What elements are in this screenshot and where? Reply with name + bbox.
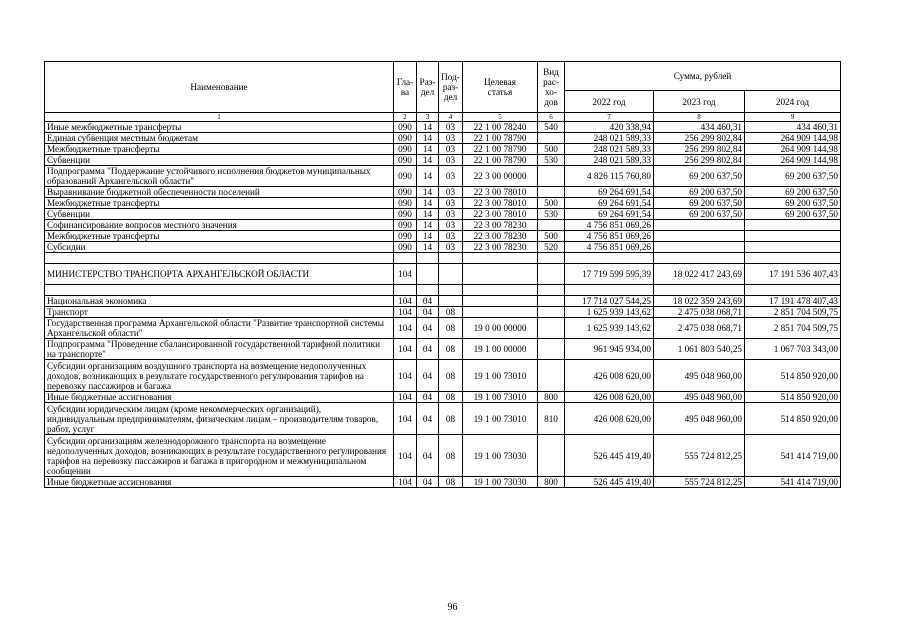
cell-sum-2023: 69 200 637,50 (654, 166, 745, 187)
cell-sum-2024: 2 851 704 509,75 (745, 307, 841, 318)
cell-glava: 090 (394, 122, 417, 133)
cell-razdel: 14 (417, 144, 439, 155)
cell-glava: 090 (394, 144, 417, 155)
column-number: 3 (417, 113, 439, 122)
column-number-row (45, 113, 841, 122)
header-year-2024: 2024 год (745, 91, 841, 113)
cell-sum-2023: 256 299 802,84 (654, 133, 745, 144)
cell-sum-2022: 69 264 691,54 (565, 187, 654, 198)
cell-glava: 104 (394, 435, 417, 477)
cell-target (463, 296, 538, 307)
cell-glava: 090 (394, 220, 417, 231)
cell-expense-type: 540 (538, 122, 565, 133)
column-number: 4 (439, 113, 463, 122)
cell-podrazdel: 08 (439, 435, 463, 477)
cell-target: 19 1 00 73010 (463, 403, 538, 435)
cell-sum-2024: 514 850 920,00 (745, 403, 841, 435)
cell-podrazdel: 08 (439, 307, 463, 318)
cell-glava: 104 (394, 477, 417, 488)
cell-razdel: 14 (417, 133, 439, 144)
cell-sum-2023: 495 048 960,00 (654, 403, 745, 435)
cell-sum-2022: 4 756 851 069,26 (565, 242, 654, 253)
table-row (45, 155, 841, 166)
cell-sum-2023: 2 475 038 068,71 (654, 318, 745, 339)
table-row (45, 477, 841, 488)
cell-name: Подпрограмма "Проведение сбалансированной государственной тарифной политики на транспорте" (45, 339, 394, 360)
header-year-2023: 2023 год (654, 91, 745, 113)
cell-target: 22 3 00 78010 (463, 198, 538, 209)
cell-name: Государственная программа Архангельской области "Развитие транспортной системы Архангельской области" (45, 318, 394, 339)
cell-glava: 090 (394, 209, 417, 220)
cell-sum-2022: 17 714 027 544,25 (565, 296, 654, 307)
cell-podrazdel: 08 (439, 360, 463, 392)
table-row (45, 392, 841, 403)
table-row (45, 296, 841, 307)
cell-sum-2023 (654, 231, 745, 242)
header-target: Целевая статья (463, 62, 538, 113)
cell-podrazdel: 08 (439, 477, 463, 488)
cell-target: 19 1 00 73010 (463, 360, 538, 392)
cell-expense-type: 500 (538, 231, 565, 242)
cell-glava (394, 285, 417, 296)
cell-sum-2023: 1 061 803 540,25 (654, 339, 745, 360)
cell-sum-2024: 2 851 704 509,75 (745, 318, 841, 339)
cell-sum-2023: 495 048 960,00 (654, 360, 745, 392)
cell-name: Субсидии организациям железнодорожного транспорта на возмещение недополученных доходов, возникающих в результате государственного регулирования тарифов на перевозку пассажиров и багажа в пригородном и межмуниципальном сообщении (45, 435, 394, 477)
cell-sum-2023: 256 299 802,84 (654, 155, 745, 166)
cell-podrazdel (439, 264, 463, 285)
cell-target: 22 3 00 78230 (463, 231, 538, 242)
cell-sum-2024 (745, 242, 841, 253)
cell-podrazdel: 03 (439, 220, 463, 231)
cell-sum-2022: 69 264 691,54 (565, 209, 654, 220)
cell-target: 22 1 00 78790 (463, 144, 538, 155)
table-row (45, 360, 841, 392)
cell-razdel: 14 (417, 122, 439, 133)
cell-sum-2022: 961 945 934,00 (565, 339, 654, 360)
cell-glava: 090 (394, 231, 417, 242)
cell-name: Межбюджетные трансферты (45, 144, 394, 155)
cell-razdel (417, 285, 439, 296)
cell-target: 22 3 00 78010 (463, 187, 538, 198)
cell-podrazdel: 03 (439, 242, 463, 253)
cell-expense-type (538, 360, 565, 392)
cell-target (463, 285, 538, 296)
cell-sum-2022: 426 008 620,00 (565, 392, 654, 403)
cell-podrazdel: 03 (439, 209, 463, 220)
cell-name: Субвенции (45, 155, 394, 166)
cell-expense-type: 500 (538, 198, 565, 209)
cell-glava: 104 (394, 264, 417, 285)
table-row (45, 339, 841, 360)
cell-sum-2023 (654, 285, 745, 296)
cell-razdel: 04 (417, 435, 439, 477)
column-number: 8 (654, 113, 745, 122)
cell-name: МИНИСТЕРСТВО ТРАНСПОРТА АРХАНГЕЛЬСКОЙ ОБЛАСТИ (45, 264, 394, 285)
cell-sum-2024 (745, 253, 841, 264)
cell-sum-2024: 17 191 478 407,43 (745, 296, 841, 307)
cell-name: Софинансирование вопросов местного значения (45, 220, 394, 231)
cell-expense-type (538, 285, 565, 296)
cell-name: Субсидии юридическим лицам (кроме некоммерческих организаций), индивидуальным предпринимателям, физическим лицам – производителям товаров, работ, услуг (45, 403, 394, 435)
cell-sum-2023: 555 724 812,25 (654, 435, 745, 477)
cell-name: Подпрограмма "Поддержание устойчивого исполнения бюджетов муниципальных образований Архангельской области" (45, 166, 394, 187)
cell-expense-type: 800 (538, 392, 565, 403)
cell-sum-2024: 69 200 637,50 (745, 187, 841, 198)
cell-razdel: 04 (417, 360, 439, 392)
cell-name (45, 253, 394, 264)
cell-target: 22 3 00 78010 (463, 209, 538, 220)
cell-razdel: 04 (417, 392, 439, 403)
cell-sum-2023 (654, 253, 745, 264)
cell-glava: 090 (394, 133, 417, 144)
cell-sum-2023: 18 022 417 243,69 (654, 264, 745, 285)
cell-podrazdel (439, 285, 463, 296)
cell-podrazdel: 03 (439, 133, 463, 144)
cell-name: Выравнивание бюджетной обеспеченности поселений (45, 187, 394, 198)
cell-sum-2022: 4 756 851 069,26 (565, 231, 654, 242)
header-podrazdel: Под- раз- дел (439, 62, 463, 113)
cell-podrazdel: 03 (439, 187, 463, 198)
cell-razdel: 14 (417, 209, 439, 220)
cell-sum-2024: 434 460,31 (745, 122, 841, 133)
cell-sum-2023: 69 200 637,50 (654, 209, 745, 220)
cell-name: Единая субвенция местным бюджетам (45, 133, 394, 144)
cell-target: 22 1 00 78240 (463, 122, 538, 133)
column-number: 9 (745, 113, 841, 122)
header-sum: Сумма, рублей (565, 62, 841, 91)
header-year-2022: 2022 год (565, 91, 654, 113)
table-row (45, 209, 841, 220)
cell-sum-2022: 248 021 589,33 (565, 155, 654, 166)
cell-name: Межбюджетные трансферты (45, 198, 394, 209)
cell-glava: 104 (394, 307, 417, 318)
cell-razdel: 14 (417, 166, 439, 187)
cell-expense-type (538, 435, 565, 477)
cell-sum-2022: 526 445 419,40 (565, 477, 654, 488)
cell-glava: 104 (394, 296, 417, 307)
cell-razdel: 14 (417, 155, 439, 166)
cell-expense-type (538, 296, 565, 307)
table-row (45, 220, 841, 231)
cell-sum-2024 (745, 220, 841, 231)
cell-sum-2022: 420 338,94 (565, 122, 654, 133)
cell-sum-2022: 248 021 589,33 (565, 133, 654, 144)
cell-sum-2024: 541 414 719,00 (745, 477, 841, 488)
cell-sum-2024: 69 200 637,50 (745, 166, 841, 187)
cell-name: Национальная экономика (45, 296, 394, 307)
cell-sum-2022: 17 719 599 595,39 (565, 264, 654, 285)
column-number: 5 (463, 113, 538, 122)
cell-expense-type (538, 318, 565, 339)
cell-podrazdel (439, 296, 463, 307)
table-row (45, 144, 841, 155)
table-row (45, 403, 841, 435)
column-number: 1 (45, 113, 394, 122)
table-row (45, 307, 841, 318)
cell-sum-2022: 248 021 589,33 (565, 144, 654, 155)
cell-target: 19 0 00 00000 (463, 318, 538, 339)
table-row (45, 435, 841, 477)
cell-sum-2024: 17 191 536 407,43 (745, 264, 841, 285)
header-expense-type: Вид рас- хо- дов (538, 62, 565, 113)
cell-glava: 104 (394, 339, 417, 360)
cell-target: 22 1 00 78790 (463, 133, 538, 144)
cell-razdel: 14 (417, 198, 439, 209)
cell-sum-2022: 426 008 620,00 (565, 360, 654, 392)
cell-podrazdel: 08 (439, 318, 463, 339)
cell-podrazdel: 08 (439, 403, 463, 435)
cell-razdel: 04 (417, 296, 439, 307)
cell-sum-2023: 2 475 038 068,71 (654, 307, 745, 318)
table-row (45, 187, 841, 198)
cell-razdel: 14 (417, 231, 439, 242)
cell-expense-type: 530 (538, 209, 565, 220)
cell-sum-2023: 69 200 637,50 (654, 187, 745, 198)
cell-target: 19 1 00 73030 (463, 477, 538, 488)
cell-target: 22 3 00 78230 (463, 220, 538, 231)
cell-glava: 090 (394, 187, 417, 198)
cell-name: Транспорт (45, 307, 394, 318)
cell-podrazdel: 03 (439, 122, 463, 133)
cell-glava: 104 (394, 318, 417, 339)
column-number: 7 (565, 113, 654, 122)
cell-glava (394, 253, 417, 264)
cell-target (463, 264, 538, 285)
table-row (45, 122, 841, 133)
column-number: 6 (538, 113, 565, 122)
cell-target: 19 1 00 00000 (463, 339, 538, 360)
cell-sum-2023: 495 048 960,00 (654, 392, 745, 403)
cell-razdel (417, 253, 439, 264)
cell-glava: 090 (394, 155, 417, 166)
cell-expense-type: 500 (538, 144, 565, 155)
cell-sum-2023: 18 022 359 243,69 (654, 296, 745, 307)
cell-sum-2023: 69 200 637,50 (654, 198, 745, 209)
spacer-row (45, 253, 841, 264)
cell-sum-2023: 555 724 812,25 (654, 477, 745, 488)
cell-podrazdel: 03 (439, 198, 463, 209)
cell-sum-2023: 256 299 802,84 (654, 144, 745, 155)
cell-sum-2024: 1 067 703 343,00 (745, 339, 841, 360)
header-name: Наименование (45, 62, 394, 113)
cell-expense-type (538, 166, 565, 187)
cell-sum-2024 (745, 231, 841, 242)
table-row (45, 318, 841, 339)
cell-podrazdel: 03 (439, 166, 463, 187)
cell-sum-2023: 434 460,31 (654, 122, 745, 133)
cell-razdel: 04 (417, 477, 439, 488)
cell-razdel: 04 (417, 403, 439, 435)
cell-glava: 104 (394, 392, 417, 403)
cell-expense-type (538, 220, 565, 231)
cell-sum-2024: 69 200 637,50 (745, 198, 841, 209)
cell-sum-2024: 541 414 719,00 (745, 435, 841, 477)
cell-target: 22 3 00 00000 (463, 166, 538, 187)
cell-expense-type: 800 (538, 477, 565, 488)
cell-target: 22 3 00 78230 (463, 242, 538, 253)
cell-sum-2024: 514 850 920,00 (745, 360, 841, 392)
budget-table (44, 61, 841, 488)
cell-sum-2024: 264 909 144,98 (745, 155, 841, 166)
cell-name (45, 285, 394, 296)
cell-sum-2022 (565, 253, 654, 264)
cell-expense-type: 530 (538, 155, 565, 166)
cell-name: Субсидии организациям воздушного транспорта на возмещение недополученных доходов, возникающих в результате государственного регулирования тарифов на перевозку пассажиров и багажа (45, 360, 394, 392)
cell-expense-type (538, 339, 565, 360)
cell-expense-type (538, 187, 565, 198)
cell-name: Субвенции (45, 209, 394, 220)
cell-name: Иные бюджетные ассигнования (45, 477, 394, 488)
cell-expense-type (538, 253, 565, 264)
cell-sum-2022: 426 008 620,00 (565, 403, 654, 435)
cell-glava: 090 (394, 242, 417, 253)
page-number: 96 (447, 602, 458, 613)
cell-name: Иные бюджетные ассигнования (45, 392, 394, 403)
header-glava: Гла- ва (394, 62, 417, 113)
cell-razdel: 14 (417, 242, 439, 253)
table-row (45, 231, 841, 242)
cell-sum-2024: 69 200 637,50 (745, 209, 841, 220)
cell-razdel: 04 (417, 307, 439, 318)
table-row (45, 166, 841, 187)
cell-sum-2024 (745, 285, 841, 296)
cell-podrazdel (439, 253, 463, 264)
cell-sum-2022: 526 445 419,40 (565, 435, 654, 477)
cell-glava: 090 (394, 198, 417, 209)
table-row (45, 133, 841, 144)
cell-podrazdel: 08 (439, 392, 463, 403)
cell-razdel: 04 (417, 339, 439, 360)
cell-expense-type (538, 133, 565, 144)
cell-expense-type (538, 307, 565, 318)
cell-podrazdel: 03 (439, 155, 463, 166)
cell-glava: 090 (394, 166, 417, 187)
table-body (45, 122, 841, 488)
cell-sum-2024: 264 909 144,98 (745, 133, 841, 144)
cell-expense-type: 520 (538, 242, 565, 253)
cell-name: Межбюджетные трансферты (45, 231, 394, 242)
cell-glava: 104 (394, 360, 417, 392)
cell-target (463, 253, 538, 264)
cell-target (463, 307, 538, 318)
cell-target: 19 1 00 73030 (463, 435, 538, 477)
cell-sum-2023 (654, 220, 745, 231)
cell-sum-2022: 69 264 691,54 (565, 198, 654, 209)
cell-name: Иные межбюджетные трансферты (45, 122, 394, 133)
cell-razdel: 14 (417, 187, 439, 198)
table-row (45, 264, 841, 285)
cell-name: Субсидии (45, 242, 394, 253)
table-row (45, 198, 841, 209)
header-razdel: Раз- дел (417, 62, 439, 113)
table-row (45, 242, 841, 253)
cell-sum-2024: 264 909 144,98 (745, 144, 841, 155)
cell-podrazdel: 03 (439, 144, 463, 155)
cell-glava: 104 (394, 403, 417, 435)
cell-sum-2022: 1 625 939 143,62 (565, 307, 654, 318)
cell-sum-2022 (565, 285, 654, 296)
cell-razdel (417, 264, 439, 285)
cell-expense-type: 810 (538, 403, 565, 435)
column-number: 2 (394, 113, 417, 122)
cell-target: 22 1 00 78790 (463, 155, 538, 166)
cell-razdel: 04 (417, 318, 439, 339)
cell-expense-type (538, 264, 565, 285)
cell-sum-2022: 4 826 115 760,80 (565, 166, 654, 187)
cell-sum-2024: 514 850 920,00 (745, 392, 841, 403)
cell-sum-2022: 1 625 939 143,62 (565, 318, 654, 339)
cell-podrazdel: 03 (439, 231, 463, 242)
cell-podrazdel: 08 (439, 339, 463, 360)
spacer-row (45, 285, 841, 296)
cell-razdel: 14 (417, 220, 439, 231)
cell-sum-2022: 4 756 851 069,26 (565, 220, 654, 231)
cell-target: 19 1 00 73010 (463, 392, 538, 403)
cell-sum-2023 (654, 242, 745, 253)
